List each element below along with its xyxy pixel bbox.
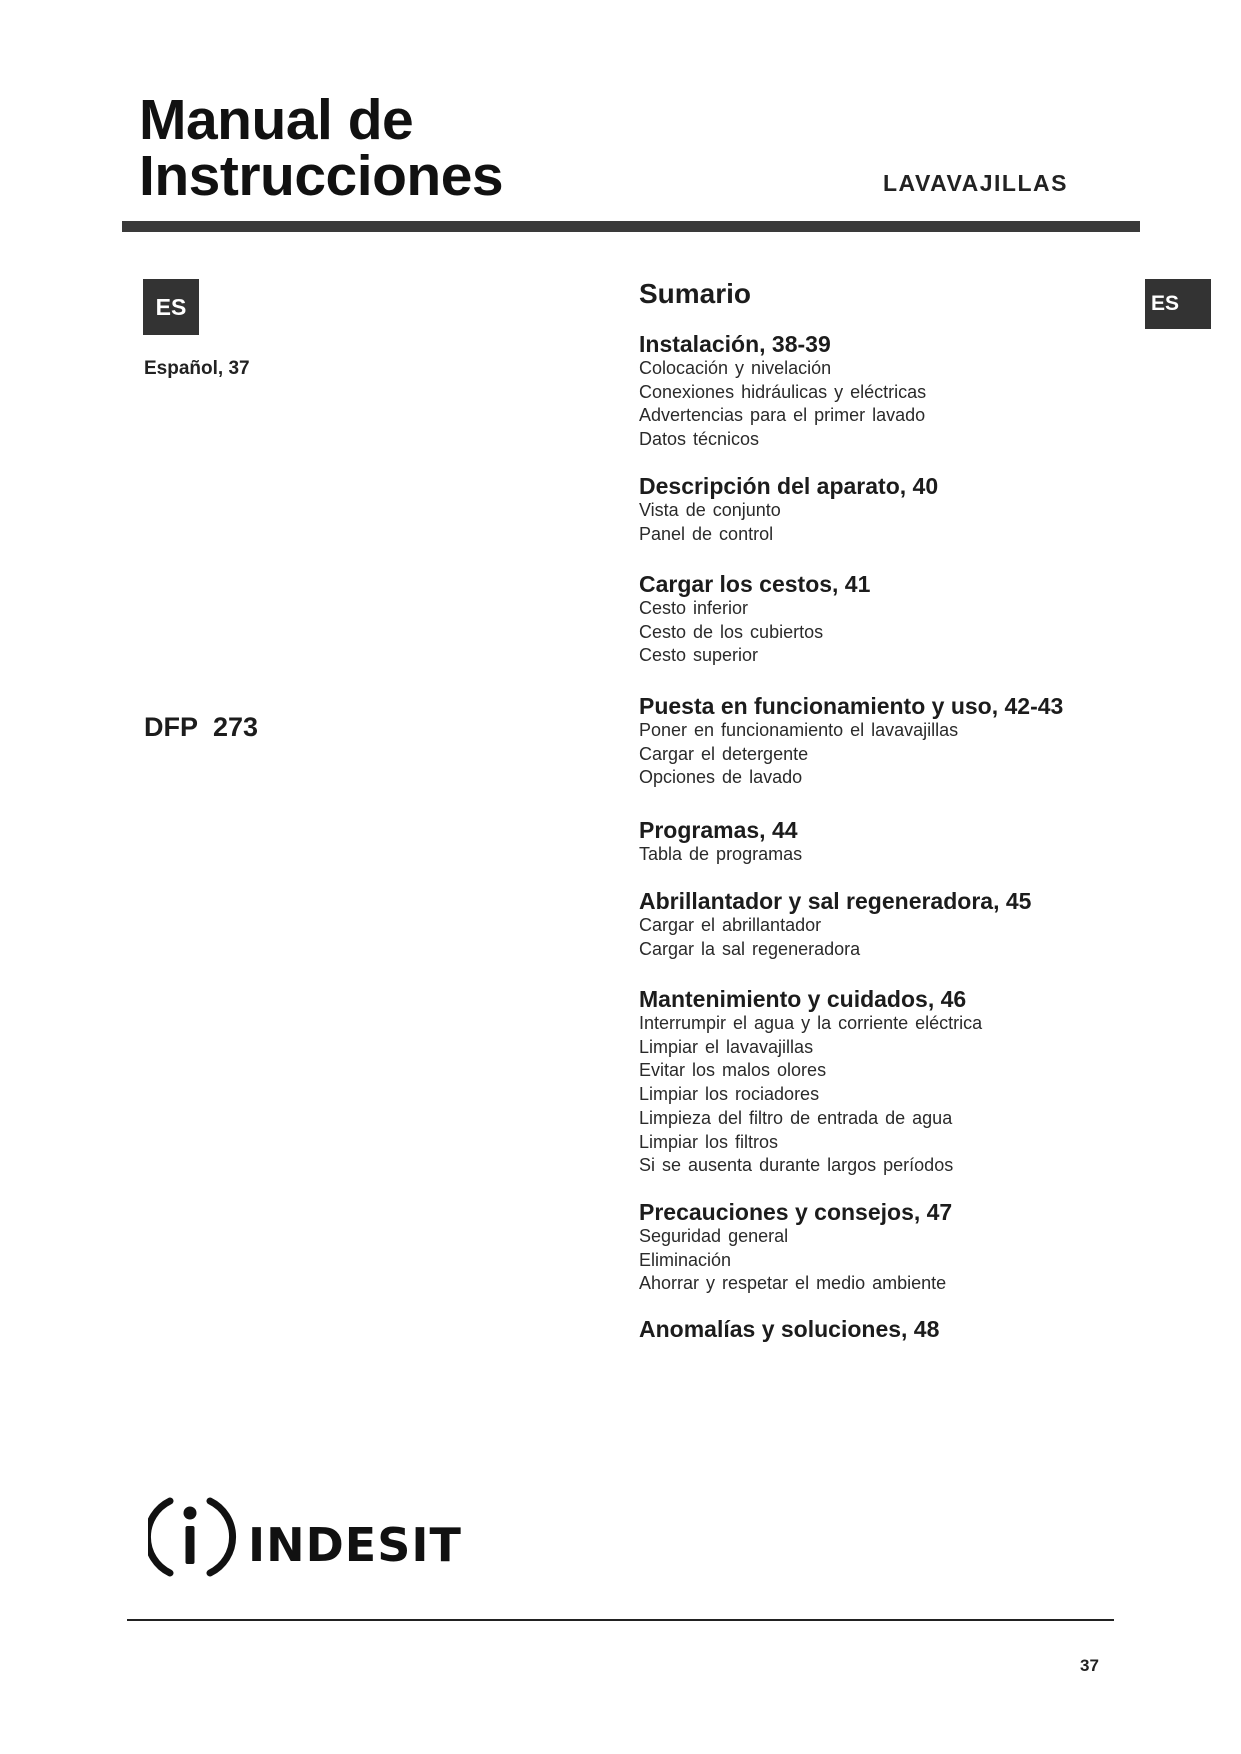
toc-section — [639, 1199, 1159, 1296]
logo-wordmark: INDESIT — [248, 1518, 462, 1572]
title-line-2: Instrucciones — [139, 144, 504, 208]
toc-item[interactable]: Cesto de los cubiertos — [639, 621, 824, 642]
toc-item[interactable]: Eliminación — [639, 1249, 732, 1270]
page-number: 37 — [1080, 1656, 1099, 1675]
model-number: DFP 273 — [144, 712, 259, 742]
product-category: LAVAVAJILLAS — [883, 170, 1068, 196]
toc-section — [639, 888, 1159, 961]
header-rule — [122, 221, 1140, 232]
toc-item[interactable]: Tabla de programas — [639, 844, 803, 864]
toc-item[interactable]: Colocación y nivelación — [639, 358, 832, 378]
toc-section-title[interactable]: Precauciones y consejos, 47 — [639, 1199, 953, 1225]
toc-section-title[interactable]: Cargar los cestos, 41 — [639, 571, 871, 597]
toc-section — [639, 817, 1159, 867]
toc-section-title[interactable]: Mantenimiento y cuidados, 46 — [639, 986, 967, 1012]
toc-item[interactable]: Cargar la sal regeneradora — [639, 938, 861, 959]
toc-item[interactable]: Evitar los malos olores — [639, 1060, 827, 1081]
toc-section — [639, 1316, 1159, 1342]
toc-section-title[interactable]: Puesta en funcionamiento y uso, 42-43 — [639, 693, 1064, 719]
toc-section — [639, 986, 1159, 1178]
toc-section — [639, 693, 1159, 790]
title-line-1: Manual de — [139, 88, 414, 152]
indesit-power-icon — [148, 1501, 233, 1573]
toc-item[interactable]: Cargar el detergente — [639, 743, 809, 764]
toc-item[interactable]: Vista de conjunto — [639, 500, 781, 520]
toc-item[interactable]: Limpieza del filtro de entrada de agua — [639, 1107, 953, 1128]
toc-item[interactable]: Limpiar los filtros — [639, 1131, 779, 1152]
toc-section — [639, 473, 1159, 546]
toc-item[interactable]: Panel de control — [639, 523, 774, 544]
toc-item[interactable]: Poner en funcionamiento el lavavajillas — [639, 720, 959, 740]
toc-section — [639, 571, 1159, 668]
footer-rule — [127, 1619, 1114, 1621]
toc-item[interactable]: Cargar el abrillantador — [639, 915, 822, 935]
language-entry[interactable]: Español, 37 — [144, 358, 250, 379]
toc-item[interactable]: Seguridad general — [639, 1226, 789, 1246]
toc-section-title[interactable]: Instalación, 38-39 — [639, 331, 831, 357]
toc-item[interactable]: Interrumpir el agua y la corriente eléctrica — [639, 1013, 983, 1033]
toc-section-title[interactable]: Anomalías y soluciones, 48 — [639, 1316, 940, 1342]
toc-section-title[interactable]: Programas, 44 — [639, 817, 798, 843]
language-badge: ES — [143, 279, 199, 335]
toc-section-title[interactable]: Abrillantador y sal regeneradora, 45 — [639, 888, 1032, 914]
language-side-tab: ES — [1145, 279, 1211, 329]
toc-item[interactable]: Cesto superior — [639, 645, 759, 666]
toc-item[interactable]: Opciones de lavado — [639, 767, 803, 788]
toc-item[interactable]: Si se ausenta durante largos períodos — [639, 1155, 954, 1176]
toc-heading: Sumario — [639, 278, 752, 309]
indesit-logo — [148, 1491, 488, 1583]
toc-item[interactable]: Advertencias para el primer lavado — [639, 405, 926, 426]
toc-item[interactable]: Datos técnicos — [639, 429, 760, 450]
toc-item[interactable]: Conexiones hidráulicas y eléctricas — [639, 381, 927, 402]
toc-item[interactable]: Cesto inferior — [639, 598, 749, 618]
toc-item[interactable]: Ahorrar y respetar el medio ambiente — [639, 1273, 947, 1294]
toc-item[interactable]: Limpiar los rociadores — [639, 1084, 820, 1105]
toc-section-title[interactable]: Descripción del aparato, 40 — [639, 473, 939, 499]
manual-title — [139, 88, 504, 208]
toc-section — [639, 331, 1159, 452]
toc-item[interactable]: Limpiar el lavavajillas — [639, 1036, 814, 1057]
